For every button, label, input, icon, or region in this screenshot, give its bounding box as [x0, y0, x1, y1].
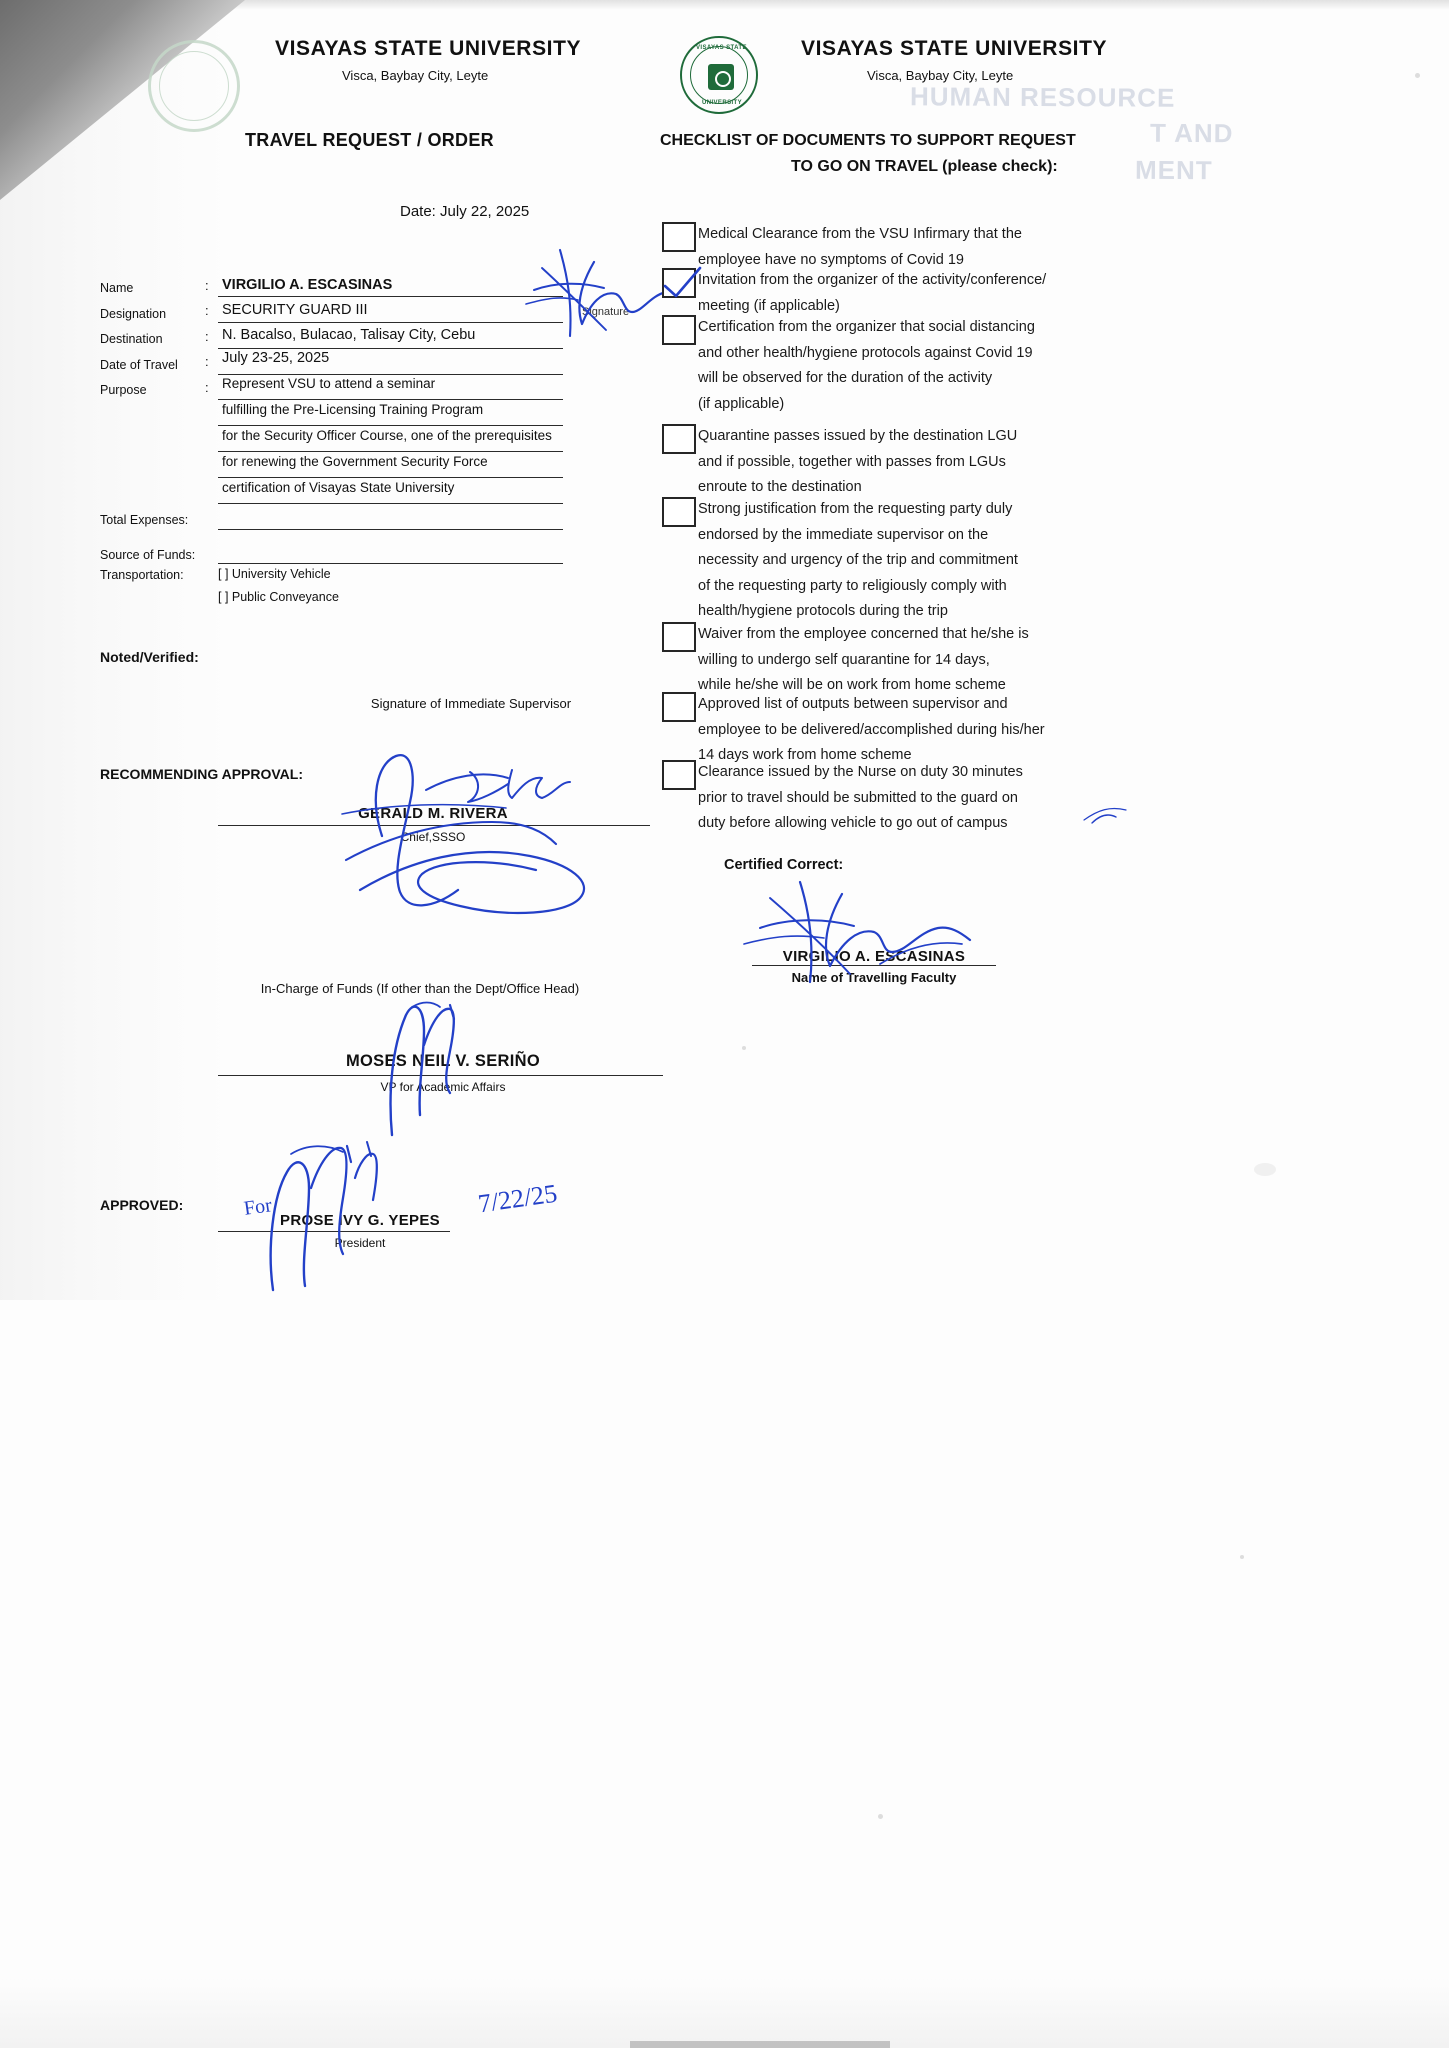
right-university-address: Visca, Baybay City, Leyte [867, 68, 1014, 83]
checklist-item-7 [698, 692, 1198, 769]
left-university-name: VISAYAS STATE UNIVERSITY [275, 37, 582, 60]
label-source-of-funds: Source of Funds: [100, 548, 196, 562]
checklist-item-7-line-3: 14 days work from home scheme [698, 747, 912, 763]
checklist-item-6-line-3: while he/she will be on work from home scheme [698, 677, 1006, 693]
rule-purpose-5 [218, 503, 563, 504]
scan-speck [878, 1814, 883, 1819]
noted-verified-label: Noted/Verified: [100, 649, 199, 665]
checklist-item-2 [698, 268, 1178, 319]
checklist-item-1 [698, 222, 1168, 273]
checklist-item-4-line-3: enroute to the destination [698, 479, 862, 495]
checklist-item-5-line-2: endorsed by the immediate supervisor on the [698, 526, 989, 543]
seal-top-text: VISAYAS STATE [696, 45, 747, 51]
scan-smudge [1254, 1163, 1276, 1176]
approved-date-handwritten: 7/22/25 [476, 1178, 560, 1219]
checklist-title-line-2: TO GO ON TRAVEL (please check): [791, 158, 1058, 175]
colon-destination: : [205, 329, 209, 344]
recommending-signature-ink [330, 740, 660, 920]
checklist-item-5-line-5: health/hygiene protocols during the trip [698, 603, 948, 619]
colon-name: : [205, 278, 209, 293]
checklist-item-1-line-2: employee have no symptoms of Covid 19 [698, 251, 964, 268]
immediate-supervisor-caption: Signature of Immediate Supervisor [370, 696, 572, 711]
checkbox-strong-justification[interactable] [662, 497, 696, 527]
form-title: TRAVEL REQUEST / ORDER [245, 130, 494, 150]
checklist-item-6-line-2: willing to undergo self quarantine for 14 days, [698, 651, 990, 668]
scan-bottom-gradient [0, 1978, 1449, 2048]
purpose-line-2: fulfilling the Pre-Licensing Training Program [222, 402, 484, 417]
rule-purpose-4 [218, 477, 563, 478]
traveller-name: VIRGILIO A. ESCASINAS [782, 948, 966, 965]
value-name: VIRGILIO A. ESCASINAS [222, 277, 393, 293]
checklist-item-6 [698, 622, 1188, 699]
checklist-item-4 [698, 424, 1178, 501]
checklist-item-7-line-2: employee to be delivered/accomplished during his/her [698, 721, 1045, 738]
label-destination: Destination [100, 332, 163, 346]
seal-bottom-text: UNIVERSITY [702, 100, 743, 106]
transportation-option-university-vehicle[interactable]: [ ] University Vehicle [218, 567, 331, 581]
checklist-item-3-line-1: Certification from the organizer that social distancing [698, 319, 1035, 335]
ghost-watermark-line-1: HUMAN RESOURCE [909, 81, 1176, 113]
checklist-item-7-line-1: Approved list of outputs between supervisor and [698, 696, 1008, 712]
label-name: Name [100, 281, 134, 295]
date-field: Date: July 22, 2025 [400, 203, 530, 220]
checklist-section [640, 0, 1449, 1000]
checkbox-invitation-from-organizer[interactable] [662, 268, 696, 298]
stray-ink-mark-2 [1080, 790, 1140, 830]
right-university-name: VISAYAS STATE UNIVERSITY [801, 37, 1108, 60]
checklist-item-6-line-1: Waiver from the employee concerned that he/she is [698, 626, 1029, 642]
scan-speck [742, 1046, 746, 1050]
value-designation: SECURITY GUARD III [222, 302, 368, 318]
label-purpose: Purpose [100, 383, 147, 397]
incharge-name: MOSES NEIL V. SERIÑO [346, 1052, 540, 1070]
recommending-name: GERALD M. RIVERA [358, 805, 508, 822]
traveller-signature-ink [730, 870, 1010, 1000]
value-date-of-travel: July 23-25, 2025 [222, 350, 330, 366]
approved-prefix-handwritten: For [242, 1194, 274, 1220]
purpose-line-3: for the Security Officer Course, one of the prerequisites [222, 428, 552, 443]
checklist-item-5 [698, 497, 1188, 625]
label-transportation: Transportation: [100, 568, 184, 582]
colon-purpose: : [205, 380, 209, 395]
recommending-approval-label: RECOMMENDING APPROVAL: [100, 766, 303, 782]
transportation-option-public-conveyance[interactable]: [ ] Public Conveyance [218, 590, 339, 604]
approved-name: PROSE IVY G. YEPES [280, 1212, 440, 1229]
checklist-item-3-line-3: will be observed for the duration of the activity [698, 370, 993, 386]
checklist-item-4-line-1: Quarantine passes issued by the destination LGU [698, 428, 1018, 444]
approved-label: APPROVED: [100, 1197, 184, 1213]
checklist-title-line-1: CHECKLIST OF DOCUMENTS TO SUPPORT REQUEST [660, 132, 1076, 149]
rule-designation [218, 322, 563, 323]
checklist-item-8-line-3: duty before allowing vehicle to go out of campus [698, 815, 1008, 831]
checkbox-nurse-clearance[interactable] [662, 760, 696, 790]
rule-purpose-3 [218, 451, 563, 452]
label-total-expenses: Total Expenses: [100, 513, 189, 527]
approved-role: President [334, 1236, 386, 1250]
approved-signature-ink [255, 1130, 455, 1310]
rule-total-expenses [218, 529, 563, 530]
checklist-item-1-line-1: Medical Clearance from the VSU Infirmary that the [698, 226, 1022, 242]
value-destination: N. Bacalso, Bulacao, Talisay City, Cebu [222, 327, 476, 343]
certified-correct-label: Certified Correct: [724, 857, 844, 873]
checkbox-waiver-self-quarantine[interactable] [662, 622, 696, 652]
incharge-role: VP for Academic Affairs [380, 1080, 506, 1094]
checklist-item-3-line-4: (if applicable) [698, 395, 785, 412]
rule-destination [218, 348, 563, 349]
purpose-line-1: Represent VSU to attend a seminar [222, 376, 436, 391]
checklist-item-5-line-3: necessity and urgency of the trip and commitment [698, 552, 1018, 568]
ghost-watermark-line-2: T AND [1149, 117, 1234, 149]
seal-ghost [148, 40, 240, 132]
checklist-item-8-line-2: prior to travel should be submitted to the guard on [698, 789, 1018, 806]
rule-purpose-2 [218, 425, 563, 426]
checkbox-quarantine-passes[interactable] [662, 424, 696, 454]
scan-speck [1240, 1555, 1244, 1559]
checklist-item-2-line-1: Invitation from the organizer of the activity/conference/ [698, 272, 1047, 288]
label-designation: Designation [100, 307, 167, 321]
checklist-item-3-line-2: and other health/hygiene protocols against Covid 19 [698, 344, 1033, 361]
rule-name [218, 296, 563, 297]
checklist-item-3 [698, 315, 1178, 417]
checklist-item-8-line-1: Clearance issued by the Nurse on duty 30 minutes [698, 764, 1023, 780]
checklist-item-5-line-1: Strong justification from the requesting party duly [698, 501, 1013, 517]
travel-request-section [0, 0, 640, 1300]
colon-designation: : [205, 303, 209, 318]
traveller-role: Name of Travelling Faculty [791, 970, 957, 985]
incharge-of-funds-caption: In-Charge of Funds (If other than the Dept/Office Head) [260, 981, 580, 996]
checkbox-certification-social-distancing[interactable] [662, 315, 696, 345]
checklist-item-5-line-4: of the requesting party to religiously comply with [698, 577, 1007, 594]
ghost-watermark-line-3: MENT [1134, 154, 1213, 186]
colon-date-of-travel: : [205, 354, 209, 369]
purpose-line-4: for renewing the Government Security Force [222, 454, 488, 469]
incharge-signature-ink [370, 985, 490, 1145]
checklist-item-4-line-2: and if possible, together with passes from LGUs [698, 453, 1006, 470]
left-university-address: Visca, Baybay City, Leyte [342, 68, 489, 83]
rule-source-of-funds [218, 563, 563, 564]
rule-purpose-1 [218, 399, 563, 400]
purpose-line-5: certification of Visayas State University [222, 480, 455, 495]
checklist-item-2-line-2: meeting (if applicable) [698, 297, 840, 314]
signature-caption: Signature [582, 306, 630, 318]
recommending-role: Chief,SSSO [400, 830, 466, 844]
checkbox-approved-list-outputs[interactable] [662, 692, 696, 722]
checkbox-medical-clearance[interactable] [662, 222, 696, 252]
scan-bottom-edge [630, 2041, 890, 2048]
rule-date-of-travel [218, 374, 563, 375]
label-date-of-travel: Date of Travel [100, 358, 178, 372]
